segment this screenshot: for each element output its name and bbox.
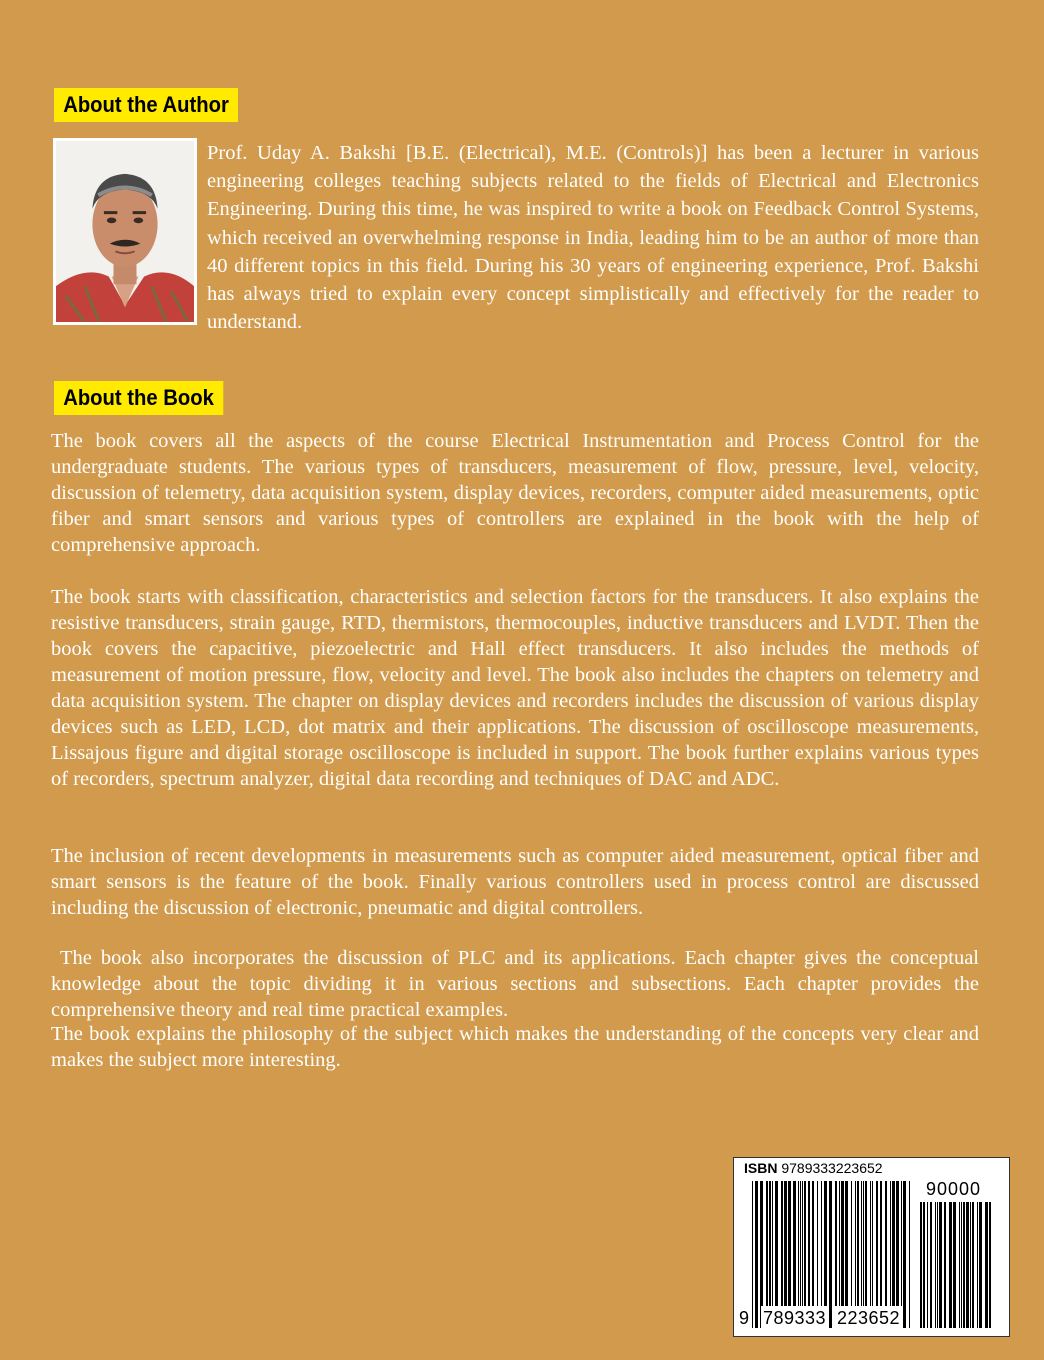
isbn-prefix: ISBN [744,1160,778,1176]
barcode-addon-bar-5 [937,1202,938,1328]
author-bio: Prof. Uday A. Bakshi [B.E. (Electrical), M.E. (Controls)] has been a lecturer in various engineering colleges teaching subjects related to the fields of Electrical and Electronics Engineering. During this time, he was inspired to write a book on Feedback Control Systems, which received an overwhelming response in India, leading him to be an author of more than 40 different topics in this field. During his 30 years of engineering experience, Prof. Bakshi has always tried to explain every concept simplistically and effectively for the reader to understand. [207,142,979,334]
barcode-addon-bar-0 [920,1202,922,1328]
isbn-label [744,1160,883,1176]
barcode-digit-group-1: 789333 [763,1308,827,1328]
barcode-digit-group-2: 223652 [837,1308,901,1328]
barcode-addon-bar-9 [953,1202,956,1328]
book-paragraph-4: The book also incorporates the discussion of PLC and its applications. Each chapter gives the conceptual knowledge about the topic dividing it in various sections and subsections. Each chapter provides the comprehensive theory and real time practical examples. [51,947,985,1021]
barcode-addon-bar-10 [959,1202,960,1328]
barcode-addon-bar-14 [970,1202,971,1328]
barcode-addon-bar-19 [989,1202,991,1328]
about-book-heading: About the Book [54,381,223,415]
book-paragraph-2: The book starts with classification, characteristics and selection factors for the transducers. It also explains the resistive transducers, strain gauge, RTD, thermistors, thermocouples, inductive transducers and LVDT. Then the book covers the capacitive, piezoelectric and Hall effect transducers. It also includes the methods of measurement of motion pressure, flow, velocity and level. The book also includes the chapters on telemetry and data acquisition system. The chapter on display devices and recorders includes the discussion of various display devices such as LED, LCD, dot matrix and their applications. The discussion of oscilloscope measurements, Lissajous figure and digital storage oscilloscope is included in support. The book further explains various types of recorders, spectrum analyzer, digital data recording and techniques of DAC and ADC. [51,586,979,790]
barcode-addon-bar-13 [966,1202,969,1328]
book-paragraph-3: The inclusion of recent developments in measurements such as computer aided measurement, optical fiber and smart sensors is the feature of the book. Finally various controllers used in process control are discussed including the discussion of electronic, pneumatic and digital controllers. [51,845,979,919]
barcode-addon-bar-7 [944,1202,946,1328]
isbn-barcode [733,1157,1010,1337]
barcode-addon-bars [920,1202,992,1328]
barcode-addon-bar-12 [963,1202,965,1328]
barcode-addon-bar-17 [979,1202,982,1328]
barcode-addon-bar-11 [961,1202,962,1328]
book-paragraph-5: The book explains the philosophy of the subject which makes the understanding of the concepts very clear and makes the subject more interesting. [51,1023,979,1071]
barcode-addon-bar-2 [927,1202,928,1328]
author-portrait-image [56,141,194,322]
barcode-addon-bar-4 [935,1202,936,1328]
barcode-digits [739,1306,911,1330]
isbn-number: 9789333223652 [781,1160,883,1176]
barcode-addon-bar-3 [930,1202,932,1328]
addon-code: 90000 [926,1179,982,1199]
barcode-addon-bar-6 [939,1202,942,1328]
barcode-digit-lead: 9 [739,1308,750,1328]
barcode-addon-bar-8 [949,1202,952,1328]
barcode-addon-bar-15 [972,1202,974,1328]
barcode-addon-bar-16 [977,1202,978,1328]
barcode-addon-bar-1 [923,1202,925,1328]
barcode-addon-bar-18 [985,1202,988,1328]
author-photo [53,138,197,325]
about-author-heading: About the Author [54,88,238,122]
book-paragraph-1: The book covers all the aspects of the course Electrical Instrumentation and Process Control for the undergraduate students. The various types of transducers, measurement of flow, pressure, level, velocity, discussion of telemetry, data acquisition system, display devices, recorders, computer aided measurements, optic fiber and smart sensors and various types of controllers are explained in the book with the help of comprehensive approach. [51,430,979,556]
